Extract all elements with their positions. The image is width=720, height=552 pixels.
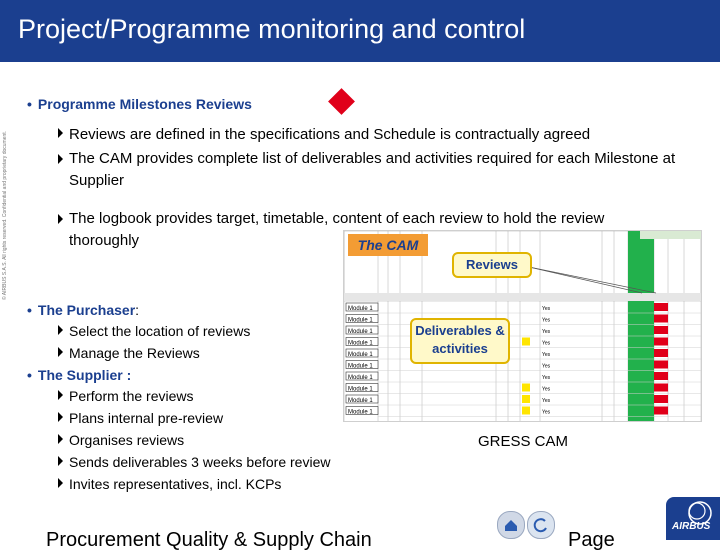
- yellow-cell: [522, 395, 530, 403]
- yes-label: Yes: [542, 398, 551, 404]
- arrow-bullet-icon: [58, 412, 63, 422]
- milestone-point-3: The logbook provides target, timetable, content of each review to hold the review thoroughly: [58, 208, 658, 252]
- milestones-heading: [27, 96, 252, 112]
- arrow-bullet-icon: [58, 347, 63, 357]
- arrow-bullet-icon: [58, 390, 63, 400]
- module-label: Module 1: [348, 398, 373, 404]
- footer-text: Procurement Quality & Supply Chain: [46, 529, 372, 551]
- red-cell: [654, 338, 668, 346]
- yes-label: Yes: [542, 329, 551, 335]
- yes-label: Yes: [542, 317, 551, 324]
- copyright-note: © AIRBUS S.A.S. All rights reserved. Confidential and proprietary document.: [2, 130, 8, 300]
- yellow-cell: [522, 384, 530, 392]
- figure-caption: GRESS CAM: [478, 433, 569, 450]
- red-cell: [654, 407, 668, 415]
- red-cell: [654, 395, 668, 403]
- bullet-icon: •: [27, 96, 32, 112]
- yes-label: Yes: [542, 306, 551, 312]
- module-label: Module 1: [348, 306, 373, 312]
- red-cell: [654, 384, 668, 392]
- deliverables-callout: Deliverables & activities: [410, 318, 510, 364]
- milestone-point-2: The CAM provides complete list of deliverables and activities required for each Milestone at Supplier: [58, 148, 708, 192]
- module-label: Module 1: [348, 363, 373, 370]
- purchaser-item-1: Select the location of reviews: [58, 323, 250, 339]
- logo-text: AIRBUS: [672, 521, 711, 532]
- red-cell: [654, 303, 668, 311]
- arrow-bullet-icon: [58, 456, 63, 466]
- module-label: Module 1: [348, 340, 373, 347]
- arrow-bullet-icon: [58, 128, 63, 138]
- module-label: Module 1: [348, 375, 373, 381]
- yes-label: Yes: [542, 340, 551, 347]
- yellow-cell: [522, 338, 530, 346]
- cam-badge: The CAM: [348, 234, 428, 256]
- supplier-item-3: Organises reviews: [58, 432, 184, 448]
- bullet-icon: •: [27, 367, 32, 383]
- supplier-item-1: Perform the reviews: [58, 388, 193, 404]
- airbus-logo: [666, 497, 720, 540]
- red-cell: [654, 349, 668, 357]
- module-label: Module 1: [348, 409, 373, 416]
- slide-title: Project/Programme monitoring and control: [18, 14, 526, 44]
- header-strip: [640, 231, 701, 239]
- slide-content: [0, 62, 720, 540]
- supplier-item-4: Sends deliverables 3 weeks before review: [58, 454, 330, 470]
- home-icon[interactable]: [497, 511, 525, 539]
- logo-swoosh-icon: [666, 497, 720, 540]
- red-cell: [654, 315, 668, 323]
- arrow-bullet-icon: [58, 478, 63, 488]
- milestones-heading-text: Programme Milestones Reviews: [37, 96, 252, 112]
- red-cell: [654, 361, 668, 369]
- supplier-heading: • The Supplier :: [27, 367, 132, 383]
- back-glyph: [528, 512, 554, 538]
- red-diamond-icon: [328, 88, 355, 115]
- yes-label: Yes: [542, 386, 551, 393]
- green-column: [628, 231, 640, 421]
- filter-row: [344, 293, 701, 301]
- red-cell: [654, 372, 668, 380]
- yes-label: Yes: [542, 363, 551, 370]
- home-glyph: [498, 512, 524, 538]
- supplier-item-2: Plans internal pre-review: [58, 410, 223, 426]
- purchaser-heading: • The Purchaser:: [27, 302, 140, 318]
- purchaser-item-2: Manage the Reviews: [58, 345, 200, 361]
- module-label: Module 1: [348, 352, 373, 358]
- title-bar: [0, 0, 720, 62]
- reviews-callout: Reviews: [452, 252, 532, 278]
- back-icon[interactable]: [527, 511, 555, 539]
- arrow-bullet-icon: [58, 154, 63, 164]
- footer-page: Page: [568, 529, 615, 551]
- arrow-bullet-icon: [58, 214, 63, 224]
- red-cell: [654, 326, 668, 334]
- green-column: [640, 231, 654, 421]
- arrow-bullet-icon: [58, 325, 63, 335]
- supplier-item-5: Invites representatives, incl. KCPs: [58, 476, 281, 492]
- bullet-icon: •: [27, 302, 32, 318]
- yes-label: Yes: [542, 409, 551, 416]
- module-label: Module 1: [348, 317, 373, 324]
- module-label: Module 1: [348, 329, 373, 335]
- yellow-cell: [522, 407, 530, 415]
- yes-label: Yes: [542, 375, 551, 381]
- arrow-bullet-icon: [58, 434, 63, 444]
- milestone-point-1: Reviews are defined in the specifications and Schedule is contractually agreed: [58, 124, 708, 146]
- yes-label: Yes: [542, 352, 551, 358]
- module-label: Module 1: [348, 386, 373, 393]
